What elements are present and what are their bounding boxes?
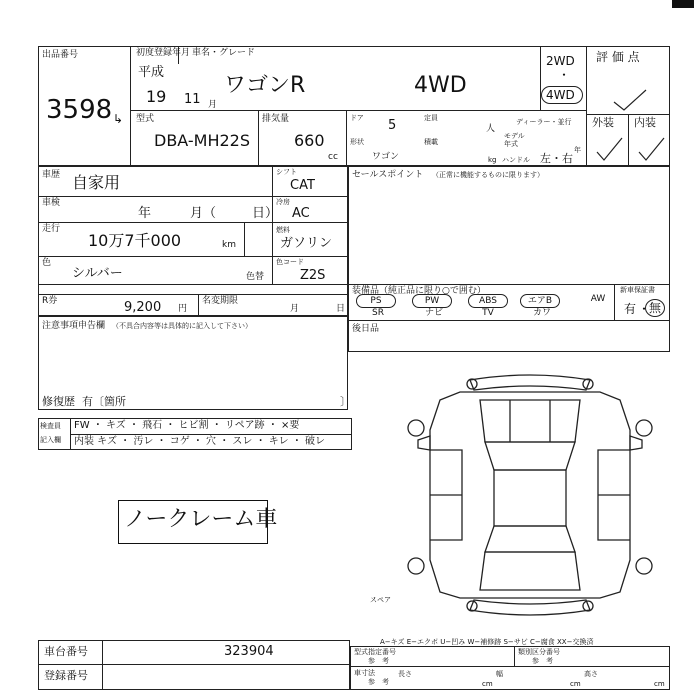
reference-block xyxy=(350,646,670,690)
height-label: 高さ xyxy=(584,670,598,678)
dealer-label: ディーラー・並行 xyxy=(516,118,572,126)
equipment-r1-item-3: エアB xyxy=(520,294,560,308)
inspector-label-2: 記入欄 xyxy=(40,436,61,444)
color-value: シルバー xyxy=(72,266,123,281)
color-code-label: 色コード xyxy=(276,258,304,266)
spare-label: スペア xyxy=(370,596,391,604)
registration-era: 平成 xyxy=(138,65,165,80)
color-change-label: 色替 xyxy=(246,272,265,282)
year-unit: 年 xyxy=(574,146,581,154)
capacity-unit: 人 xyxy=(486,124,496,134)
category-label: 類別区分番号 xyxy=(518,648,560,656)
chassis-value: 323904 xyxy=(224,644,274,659)
model-year-label: モデル 年式 xyxy=(504,132,525,148)
equipment-r1-item-4: AW xyxy=(590,294,606,304)
repair-value: 有〔箇所 xyxy=(82,395,126,408)
inspection-day-unit: 日） xyxy=(252,206,279,221)
drive-4wd: 4WD xyxy=(546,88,575,102)
sales-block xyxy=(348,166,670,352)
handle-label: ハンドル xyxy=(502,156,530,164)
mileage-value: 10万7千000 xyxy=(88,231,182,250)
shift-value: CAT xyxy=(290,178,315,193)
width-unit: cm xyxy=(570,680,581,688)
corner-mark xyxy=(672,0,694,8)
mileage-label: 走行 xyxy=(42,224,61,234)
capacity-label: 定員 xyxy=(424,114,438,122)
recycle-value: 9,200 xyxy=(124,300,162,315)
load-unit: kg xyxy=(488,156,497,164)
name-change-day: 日 xyxy=(336,304,346,314)
handle-value: 左・右 xyxy=(540,152,573,165)
category-ref: 参 考 xyxy=(532,657,553,665)
ac-label: 冷房 xyxy=(276,198,290,206)
displacement-label: 排気量 xyxy=(262,114,290,124)
history-label: 車歴 xyxy=(42,170,61,180)
history-value: 自家用 xyxy=(72,173,121,192)
exterior-check-mark xyxy=(594,134,624,164)
evaluation-check-mark xyxy=(612,88,648,114)
car-grade: 4WD xyxy=(414,73,467,98)
repair-close: 〕 xyxy=(340,395,351,408)
name-change-label: 名変期限 xyxy=(202,296,239,306)
sales-point-note: （正常に機能するものに限ります） xyxy=(432,171,544,179)
registration-label: 初度登録年月 xyxy=(136,48,191,58)
warranty-no: 無 xyxy=(649,301,662,315)
damage-legend: A−キズ E−エクボ U−凹み W−補修跡 S−サビ C−腐食 XX−交換済 xyxy=(380,638,594,646)
displacement-value: 660 xyxy=(294,131,325,150)
recycle-label: R券 xyxy=(42,296,58,306)
exterior-label: 外装 xyxy=(592,116,614,129)
door-label: ドア xyxy=(350,114,364,122)
inspection-month-unit: 月（ xyxy=(190,206,217,221)
interior-label: 内装 xyxy=(634,116,656,129)
shape-value: ワゴン xyxy=(372,152,400,162)
inspection-year-unit: 年 xyxy=(138,206,152,221)
model-value: DBA-MH22S xyxy=(154,131,251,150)
inspection-label: 車検 xyxy=(42,198,61,208)
length-label: 長さ xyxy=(398,670,412,678)
length-unit: cm xyxy=(482,680,493,688)
no-claim-text: ノークレーム車 xyxy=(124,507,278,532)
cursor-mark: ↳ xyxy=(113,112,124,126)
ac-value: AC xyxy=(292,206,310,221)
equipment-r1-item-2: ABS xyxy=(468,294,508,308)
type-designation-ref: 参 考 xyxy=(368,657,389,665)
inspector-row-1: FW ・ キズ ・ 飛石 ・ ヒビ割 ・ リペア跡 ・ ×要 xyxy=(74,420,300,431)
load-label: 積載 xyxy=(424,138,438,146)
width-label: 幅 xyxy=(496,670,503,678)
equipment-r1-item-1: PW xyxy=(412,294,452,308)
lot-label: 出品番号 xyxy=(42,50,79,60)
car-name-label: 車名・グレード xyxy=(192,48,256,58)
fuel-value: ガソリン xyxy=(280,236,333,251)
notes-sub: （不具合内容等は具体的に記入して下さい） xyxy=(112,322,252,330)
recycle-unit: 円 xyxy=(178,304,188,314)
interior-check-mark xyxy=(636,134,666,164)
equipment-label: 装備品（純正品に限り○で囲む） xyxy=(352,286,486,296)
equipment-r1-item-0: PS xyxy=(356,294,396,308)
equipment-r2-item-1: ナビ xyxy=(424,308,443,318)
displacement-unit: cc xyxy=(328,152,338,162)
equipment-r2-item-2: TV xyxy=(482,308,494,318)
equipment-r2-item-0: SR xyxy=(372,308,384,318)
type-designation-label: 型式指定番号 xyxy=(354,648,396,656)
height-unit: cm xyxy=(654,680,665,688)
chassis-label: 車台番号 xyxy=(44,645,88,658)
repair-label: 修復歴 xyxy=(42,395,75,408)
shape-label: 形状 xyxy=(350,138,364,146)
vehicle-size-ref: 参 考 xyxy=(368,678,389,686)
drive-2wd: 2WD xyxy=(546,54,575,68)
door-value: 5 xyxy=(388,118,397,133)
notes-label: 注意事項申告欄 xyxy=(42,321,106,331)
warranty-sep: ・ xyxy=(638,302,651,316)
color-code-value: Z2S xyxy=(300,268,326,283)
lot-number: 3598 xyxy=(46,95,113,125)
registration-month: 11 xyxy=(184,92,201,107)
delivery-label: 後日品 xyxy=(352,324,380,334)
car-damage-diagram xyxy=(400,370,660,620)
equipment-r2-item-3: カワ xyxy=(532,308,551,318)
vehicle-size-label: 車寸法 xyxy=(354,669,375,677)
name-change-month: 月 xyxy=(290,304,300,314)
registration-year: 19 xyxy=(146,87,167,106)
drive-dot: ・ xyxy=(558,68,571,82)
registration-month-unit: 月 xyxy=(208,100,218,110)
evaluation-label: 評 価 点 xyxy=(596,50,640,64)
reg-number-label: 登録番号 xyxy=(44,669,88,682)
inspector-label-1: 検査員 xyxy=(40,422,61,430)
model-label: 型式 xyxy=(136,114,155,124)
inspector-row-2: 内装 キズ ・ 汚レ ・ コゲ ・ 穴 ・ スレ ・ キレ ・ 破レ xyxy=(74,436,326,447)
color-label: 色 xyxy=(42,258,52,268)
car-name: ワゴンR xyxy=(224,73,306,98)
warranty-yes: 有 xyxy=(624,302,637,316)
sales-point-label: セールスポイント xyxy=(352,170,424,180)
shift-label: シフト xyxy=(276,168,297,176)
fuel-label: 燃料 xyxy=(276,226,290,234)
mileage-unit: km xyxy=(222,240,236,250)
warranty-label: 新車保証書 xyxy=(620,286,655,294)
